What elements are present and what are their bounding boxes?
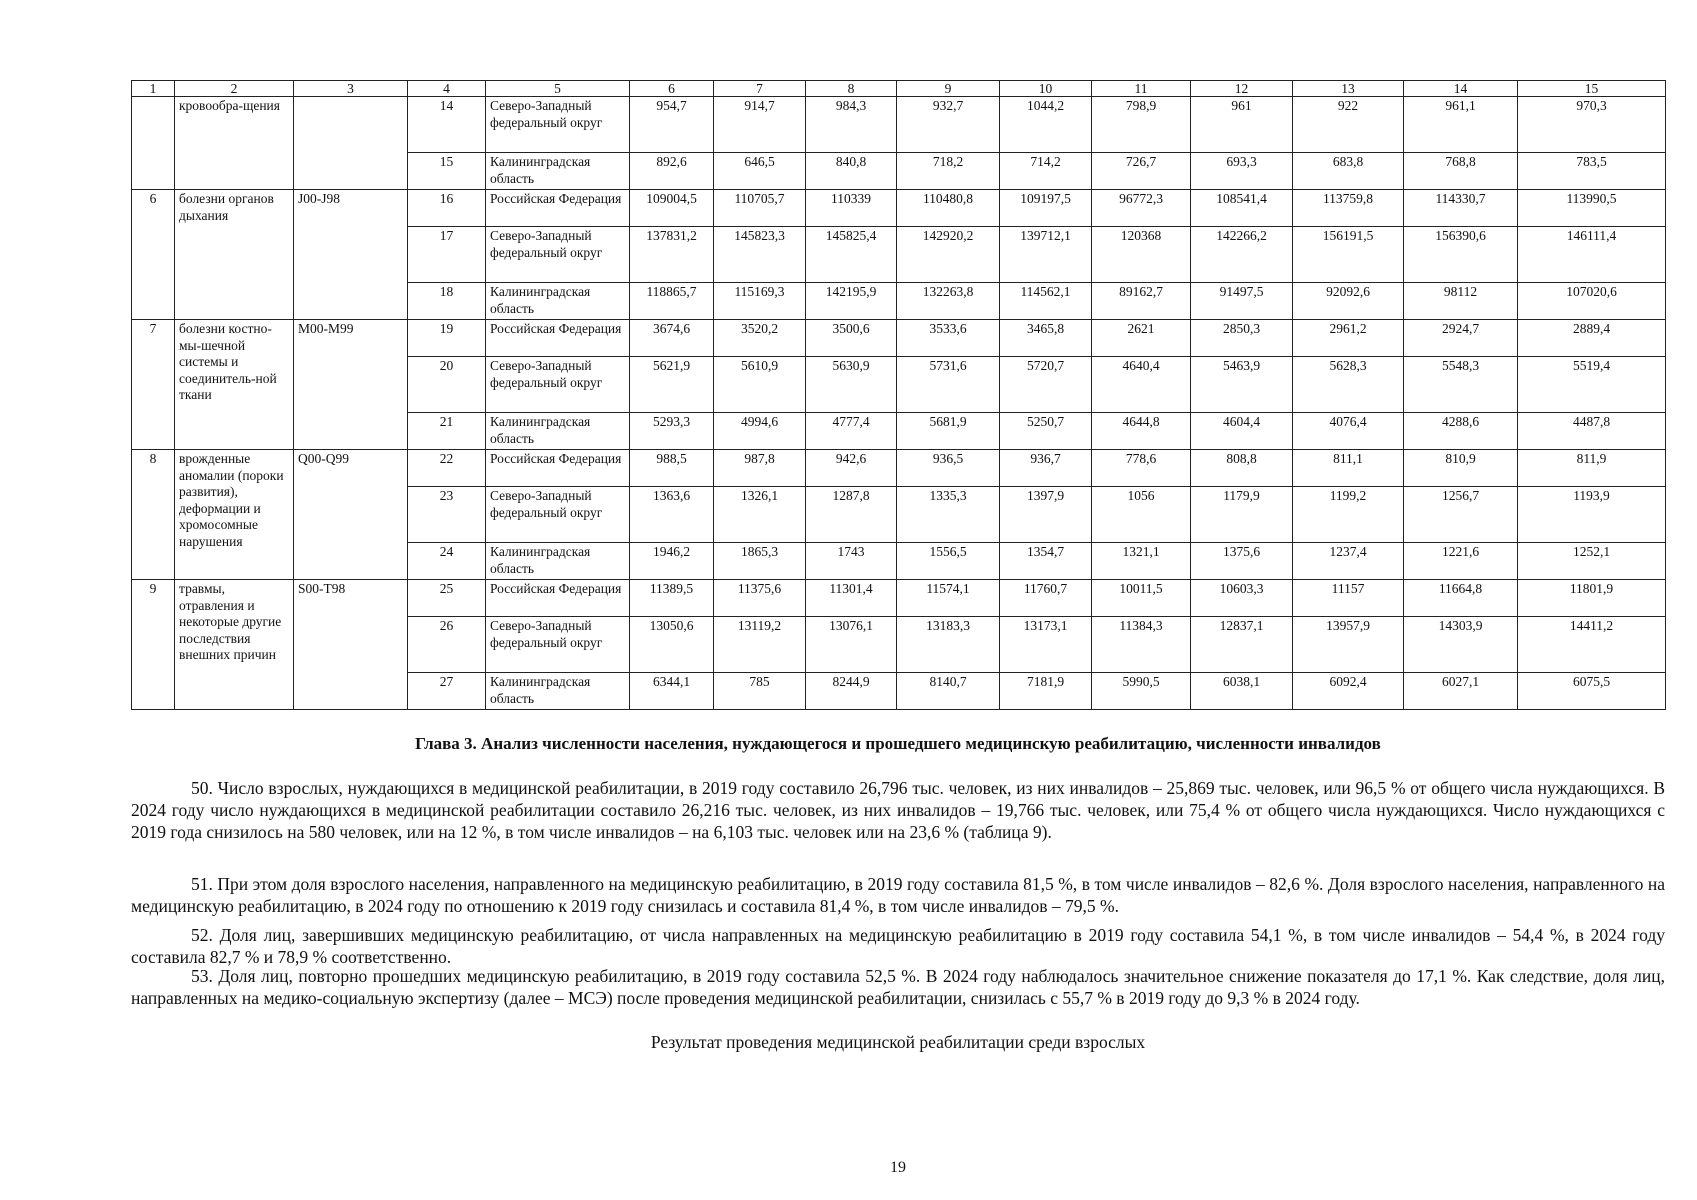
column-header: 10 — [1000, 81, 1092, 97]
disease-class: болезни костно-мы-шечной системы и соединитель-ной ткани — [175, 320, 294, 450]
region-name: Калининградская область — [486, 153, 630, 190]
value-cell: 798,9 — [1092, 97, 1191, 153]
value-cell: 11760,7 — [1000, 580, 1092, 617]
region-name: Северо-Западный федеральный округ — [486, 487, 630, 543]
value-cell: 961,1 — [1404, 97, 1518, 153]
value-cell: 1865,3 — [714, 543, 806, 580]
region-name: Российская Федерация — [486, 450, 630, 487]
region-name: Северо-Западный федеральный округ — [486, 227, 630, 283]
column-header: 13 — [1293, 81, 1404, 97]
value-cell: 11375,6 — [714, 580, 806, 617]
value-cell: 142266,2 — [1191, 227, 1293, 283]
value-cell: 718,2 — [897, 153, 1000, 190]
value-cell: 11574,1 — [897, 580, 1000, 617]
value-cell: 114562,1 — [1000, 283, 1092, 320]
value-cell: 13173,1 — [1000, 617, 1092, 673]
value-cell: 2924,7 — [1404, 320, 1518, 357]
region-name: Калининградская область — [486, 543, 630, 580]
value-cell: 1363,6 — [630, 487, 714, 543]
value-cell: 811,9 — [1518, 450, 1666, 487]
disease-class: кровообра-щения — [175, 97, 294, 190]
value-cell: 5250,7 — [1000, 413, 1092, 450]
value-cell: 1056 — [1092, 487, 1191, 543]
group-number: 9 — [132, 580, 175, 710]
paragraph-51: 51. При этом доля взрослого населения, направленного на медицинскую реабилитацию, в 2019 году составила 81,5 %, в том числе инвалидов – 82,6 %. Доля взрослого населения, направленного на медицинскую реабилитацию, в 2024 году по отношению к 2019 году снизилась и составила 81,4 %, в том числе инвалидов – 79,5 %. — [131, 874, 1665, 916]
value-cell: 137831,2 — [630, 227, 714, 283]
value-cell: 4994,6 — [714, 413, 806, 450]
value-cell: 14303,9 — [1404, 617, 1518, 673]
value-cell: 142920,2 — [897, 227, 1000, 283]
value-cell: 1335,3 — [897, 487, 1000, 543]
value-cell: 13076,1 — [806, 617, 897, 673]
column-header: 4 — [408, 81, 486, 97]
value-cell: 4640,4 — [1092, 357, 1191, 413]
value-cell: 1199,2 — [1293, 487, 1404, 543]
region-name: Северо-Западный федеральный округ — [486, 357, 630, 413]
column-header: 5 — [486, 81, 630, 97]
row-number: 26 — [408, 617, 486, 673]
row-number: 19 — [408, 320, 486, 357]
value-cell: 1326,1 — [714, 487, 806, 543]
value-cell: 5293,3 — [630, 413, 714, 450]
row-number: 14 — [408, 97, 486, 153]
value-cell: 2961,2 — [1293, 320, 1404, 357]
icd-code — [294, 97, 408, 190]
row-number: 22 — [408, 450, 486, 487]
value-cell: 110705,7 — [714, 190, 806, 227]
value-cell: 778,6 — [1092, 450, 1191, 487]
value-cell: 146111,4 — [1518, 227, 1666, 283]
value-cell: 1221,6 — [1404, 543, 1518, 580]
icd-code: M00-M99 — [294, 320, 408, 450]
value-cell: 11157 — [1293, 580, 1404, 617]
disease-class: врожденные аномалии (пороки развития), деформации и хромосомные нарушения — [175, 450, 294, 580]
row-number: 17 — [408, 227, 486, 283]
column-header: 8 — [806, 81, 897, 97]
value-cell: 120368 — [1092, 227, 1191, 283]
value-cell: 970,3 — [1518, 97, 1666, 153]
value-cell: 1179,9 — [1191, 487, 1293, 543]
value-cell: 5610,9 — [714, 357, 806, 413]
region-name: Российская Федерация — [486, 190, 630, 227]
value-cell: 914,7 — [714, 97, 806, 153]
group-number: 8 — [132, 450, 175, 580]
value-cell: 942,6 — [806, 450, 897, 487]
value-cell: 726,7 — [1092, 153, 1191, 190]
icd-code: Q00-Q99 — [294, 450, 408, 580]
value-cell: 922 — [1293, 97, 1404, 153]
value-cell: 3500,6 — [806, 320, 897, 357]
value-cell: 5519,4 — [1518, 357, 1666, 413]
value-cell: 4076,4 — [1293, 413, 1404, 450]
value-cell: 1556,5 — [897, 543, 1000, 580]
value-cell: 954,7 — [630, 97, 714, 153]
table-row — [132, 97, 1666, 153]
value-cell: 5548,3 — [1404, 357, 1518, 413]
table-row — [132, 450, 1666, 487]
value-cell: 3520,2 — [714, 320, 806, 357]
value-cell: 6027,1 — [1404, 673, 1518, 710]
value-cell: 139712,1 — [1000, 227, 1092, 283]
value-cell: 108541,4 — [1191, 190, 1293, 227]
value-cell: 10011,5 — [1092, 580, 1191, 617]
row-number: 27 — [408, 673, 486, 710]
value-cell: 683,8 — [1293, 153, 1404, 190]
table-row — [132, 190, 1666, 227]
value-cell: 145825,4 — [806, 227, 897, 283]
paragraph-52: 52. Доля лиц, завершивших медицинскую реабилитацию, от числа направленных на медицинскую реабилитацию в 2019 году составила 54,1 %, в том числе инвалидов – 54,4 %, в 2024 году составила 82,7 % и 78,9 % соответственно. — [131, 925, 1665, 967]
column-header: 15 — [1518, 81, 1666, 97]
value-cell: 109197,5 — [1000, 190, 1092, 227]
value-cell: 92092,6 — [1293, 283, 1404, 320]
table-header-row — [132, 81, 1666, 97]
table-row — [132, 580, 1666, 617]
value-cell: 961 — [1191, 97, 1293, 153]
paragraph-53: 53. Доля лиц, повторно прошедших медицинскую реабилитацию, в 2019 году составила 52,5 %. В 2024 году наблюдалось значительное снижение показателя до 17,1 %. Как следствие, доля лиц, направленных на медико-социальную экспертизу (далее – МСЭ) после проведения медицинской реабилитации, снизилась с 55,7 % в 2019 году до 9,3 % в 2024 году. — [131, 966, 1665, 1008]
value-cell: 14411,2 — [1518, 617, 1666, 673]
value-cell: 91497,5 — [1191, 283, 1293, 320]
region-name: Калининградская область — [486, 283, 630, 320]
value-cell: 142195,9 — [806, 283, 897, 320]
value-cell: 984,3 — [806, 97, 897, 153]
row-number: 20 — [408, 357, 486, 413]
value-cell: 1044,2 — [1000, 97, 1092, 153]
value-cell: 2621 — [1092, 320, 1191, 357]
value-cell: 11664,8 — [1404, 580, 1518, 617]
column-header: 7 — [714, 81, 806, 97]
value-cell: 110339 — [806, 190, 897, 227]
value-cell: 13119,2 — [714, 617, 806, 673]
value-cell: 2889,4 — [1518, 320, 1666, 357]
row-number: 23 — [408, 487, 486, 543]
value-cell: 6344,1 — [630, 673, 714, 710]
row-number: 18 — [408, 283, 486, 320]
value-cell: 4288,6 — [1404, 413, 1518, 450]
value-cell: 4644,8 — [1092, 413, 1191, 450]
value-cell: 5990,5 — [1092, 673, 1191, 710]
page-number: 19 — [890, 1159, 906, 1176]
value-cell: 115169,3 — [714, 283, 806, 320]
column-header: 14 — [1404, 81, 1518, 97]
value-cell: 13050,6 — [630, 617, 714, 673]
value-cell: 3465,8 — [1000, 320, 1092, 357]
chapter-title: Глава 3. Анализ численности населения, нуждающегося и прошедшего медицинскую реабилитацию, численности инвалидов — [415, 734, 1381, 753]
value-cell: 8140,7 — [897, 673, 1000, 710]
region-name: Российская Федерация — [486, 580, 630, 617]
value-cell: 13183,3 — [897, 617, 1000, 673]
column-header: 2 — [175, 81, 294, 97]
value-cell: 714,2 — [1000, 153, 1092, 190]
group-number: 7 — [132, 320, 175, 450]
row-number: 15 — [408, 153, 486, 190]
value-cell: 10603,3 — [1191, 580, 1293, 617]
value-cell: 109004,5 — [630, 190, 714, 227]
row-number: 24 — [408, 543, 486, 580]
value-cell: 13957,9 — [1293, 617, 1404, 673]
value-cell: 1321,1 — [1092, 543, 1191, 580]
value-cell: 932,7 — [897, 97, 1000, 153]
disease-class: болезни органов дыхания — [175, 190, 294, 320]
value-cell: 5463,9 — [1191, 357, 1293, 413]
value-cell: 811,1 — [1293, 450, 1404, 487]
value-cell: 5628,3 — [1293, 357, 1404, 413]
value-cell: 8244,9 — [806, 673, 897, 710]
value-cell: 12837,1 — [1191, 617, 1293, 673]
column-header: 3 — [294, 81, 408, 97]
value-cell: 3533,6 — [897, 320, 1000, 357]
column-header: 6 — [630, 81, 714, 97]
value-cell: 156390,6 — [1404, 227, 1518, 283]
region-name: Калининградская область — [486, 673, 630, 710]
value-cell: 11801,9 — [1518, 580, 1666, 617]
value-cell: 6038,1 — [1191, 673, 1293, 710]
region-name: Северо-Западный федеральный округ — [486, 617, 630, 673]
value-cell: 4777,4 — [806, 413, 897, 450]
value-cell: 2850,3 — [1191, 320, 1293, 357]
value-cell: 7181,9 — [1000, 673, 1092, 710]
value-cell: 1397,9 — [1000, 487, 1092, 543]
region-name: Российская Федерация — [486, 320, 630, 357]
column-header: 9 — [897, 81, 1000, 97]
value-cell: 1946,2 — [630, 543, 714, 580]
value-cell: 107020,6 — [1518, 283, 1666, 320]
value-cell: 768,8 — [1404, 153, 1518, 190]
value-cell: 145823,3 — [714, 227, 806, 283]
icd-code: S00-T98 — [294, 580, 408, 710]
value-cell: 6092,4 — [1293, 673, 1404, 710]
value-cell: 1287,8 — [806, 487, 897, 543]
value-cell: 4487,8 — [1518, 413, 1666, 450]
row-number: 21 — [408, 413, 486, 450]
row-number: 16 — [408, 190, 486, 227]
value-cell: 1743 — [806, 543, 897, 580]
value-cell: 810,9 — [1404, 450, 1518, 487]
value-cell: 1375,6 — [1191, 543, 1293, 580]
region-name: Калининградская область — [486, 413, 630, 450]
value-cell: 5621,9 — [630, 357, 714, 413]
value-cell: 1237,4 — [1293, 543, 1404, 580]
value-cell: 3674,6 — [630, 320, 714, 357]
group-number: 6 — [132, 190, 175, 320]
group-number — [132, 97, 175, 190]
value-cell: 1256,7 — [1404, 487, 1518, 543]
value-cell: 113759,8 — [1293, 190, 1404, 227]
value-cell: 892,6 — [630, 153, 714, 190]
value-cell: 1252,1 — [1518, 543, 1666, 580]
column-header: 11 — [1092, 81, 1191, 97]
value-cell: 785 — [714, 673, 806, 710]
value-cell: 113990,5 — [1518, 190, 1666, 227]
column-header: 1 — [132, 81, 175, 97]
value-cell: 5720,7 — [1000, 357, 1092, 413]
value-cell: 693,3 — [1191, 153, 1293, 190]
table-row — [132, 320, 1666, 357]
value-cell: 156191,5 — [1293, 227, 1404, 283]
value-cell: 5630,9 — [806, 357, 897, 413]
value-cell: 11301,4 — [806, 580, 897, 617]
value-cell: 987,8 — [714, 450, 806, 487]
column-header: 12 — [1191, 81, 1293, 97]
disease-class: травмы, отравления и некоторые другие последствия внешних причин — [175, 580, 294, 710]
value-cell: 1354,7 — [1000, 543, 1092, 580]
statistics-table — [131, 80, 1666, 710]
value-cell: 1193,9 — [1518, 487, 1666, 543]
value-cell: 4604,4 — [1191, 413, 1293, 450]
value-cell: 840,8 — [806, 153, 897, 190]
value-cell: 110480,8 — [897, 190, 1000, 227]
value-cell: 5731,6 — [897, 357, 1000, 413]
paragraph-50: 50. Число взрослых, нуждающихся в медицинской реабилитации, в 2019 году составило 26,796 тыс. человек, из них инвалидов – 25,869 тыс. человек, или 96,5 % от общего числа нуждающихся. В 2024 году число нуждающихся в медицинской реабилитации составило 26,216 тыс. человек, из них инвалидов – 19,766 тыс. человек, или 75,4 % от общего числа нуждающихся. Число нуждающихся с 2019 года снизилось на 580 человек, или на 12 %, в том числе инвалидов – на 6,103 тыс. человек или на 23,6 % (таблица 9). — [131, 778, 1665, 842]
value-cell: 132263,8 — [897, 283, 1000, 320]
value-cell: 118865,7 — [630, 283, 714, 320]
value-cell: 783,5 — [1518, 153, 1666, 190]
value-cell: 936,7 — [1000, 450, 1092, 487]
row-number: 25 — [408, 580, 486, 617]
region-name: Северо-Западный федеральный округ — [486, 97, 630, 153]
value-cell: 89162,7 — [1092, 283, 1191, 320]
value-cell: 808,8 — [1191, 450, 1293, 487]
value-cell: 5681,9 — [897, 413, 1000, 450]
table-caption: Результат проведения медицинской реабилитации среди взрослых — [650, 1032, 1146, 1052]
value-cell: 936,5 — [897, 450, 1000, 487]
value-cell: 6075,5 — [1518, 673, 1666, 710]
value-cell: 98112 — [1404, 283, 1518, 320]
value-cell: 11389,5 — [630, 580, 714, 617]
value-cell: 96772,3 — [1092, 190, 1191, 227]
value-cell: 988,5 — [630, 450, 714, 487]
value-cell: 11384,3 — [1092, 617, 1191, 673]
value-cell: 646,5 — [714, 153, 806, 190]
value-cell: 114330,7 — [1404, 190, 1518, 227]
icd-code: J00-J98 — [294, 190, 408, 320]
